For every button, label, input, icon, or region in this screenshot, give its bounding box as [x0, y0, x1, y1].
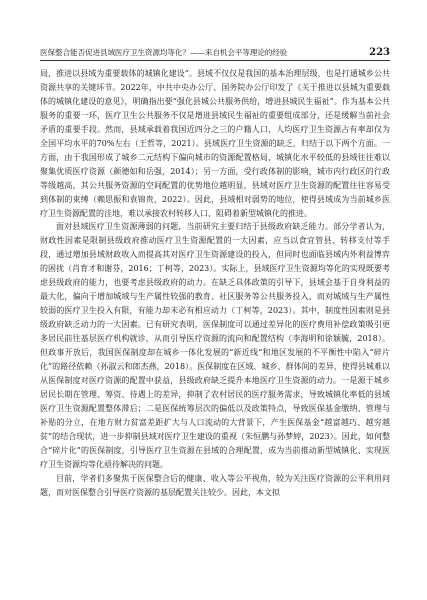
- header-rule: [40, 60, 390, 61]
- running-header: [40, 44, 390, 58]
- paragraph: 局，推进以县域为重要载体的城镇化建设”。县域不仅仅是我国的基本治理层级，也是打通城乡公共资源共享的关键环节。2022年，中共中央办公厅、国务院办公厅印发了《关于推进以县城为重要载体的城镇化建设的意见》，明确指出要“强化县城公共服务供给，增进县城民生福祉”。作为基本公共服务的重要一环，医疗卫生公共服务不仅是增进县域民生福祉的重要组成部分，还是缓解当前社会矛盾的重要手段。然而，县域承载着我国近四分之三的户籍人口，人均医疗卫生资源占有率却仅为全国平均水平的70%左右（王哲等，2021）。县域医疗卫生资源的缺乏，归结于以下两个方面。一方面，由于我国形成了城乡二元结构下偏向城市的资源配置格局，城镇化水平较低的县域往往难以聚集优质医疗资源（颜德如和岳强，2014）；另一方面，受行政体制的影响，城市内行政区的行政等级越高，其公共服务资源的空间配置的优势地位越明显，县域对医疗卫生资源的配置往往容易受到体制的束缚（赖思振和袁锦贵，2022）。因此，县域相对弱势的地位，使得县域成为当前城乡医疗卫生资源配置的洼地，难以承接农村转移人口，阻碍着新型城镇化的推进。: [40, 69, 390, 218]
- paragraph: 目前，学者们多聚焦于医保整合后的健康、收入等公平视角，较为关注医疗资源的公平利用问题，而对医保整合引导医疗资源的基层配置关注较少。因此，本文拟: [40, 473, 390, 497]
- paragraph: 面对县域医疗卫生资源薄弱的问题，当前研究主要归结于县级政府缺乏能力。部分学者认为，财政性因素是限制县级政府推动医疗卫生资源配置的一大因素，应当以食宜管县、转移支付等手段，通过增加县域财政收入而提高其对医疗卫生资源建设的投入，但同时也面临县域内外利益博弈的困扰（肖育才和谢芬，2016；丁柯等，2023）。实际上，县域医疗卫生资源均等化的实现既要考虑县级政府的能力，也要考虑县级政府的动力。在缺乏具体政策的引导下，县域会基于自身利益的最大化，偏向于增加城域与生产属性较强的教育、社区服务等公共服务投入，而对城域与生产属性较弱的医疗卫生投入有限，有能力却未必有相应动力（丁柯等，2023）。其中，制度性因素则是县级政府缺乏动力的一大因素。已有研究表明，医保制度可以通过差异化的医疗费用补偿政策吸引更多居民前往基层医疗机构就诊，从而引导医疗资源的流向和配置结构（李海明和徐颖毓，2018）。但政事开放后，我国医保制度却在城乡一体化发展的“新近线”和地区发展的不平衡性中陷入“碎片化”的路径依赖（孙淑云和郎杰燕，2018）。医保制度在区域、城乡、群体间的差异，使得县城难以从医保制度对医疗资源的配置中获益，县级政府缺乏提升本地医疗卫生资源的动力。一是源于城乡居民长期在管理、筹资、待遇上的差异，抑制了农村居民的医疗服务需求，导致城镇化率低的县域医疗卫生资源配置整体滞后；二是医保统筹层次的偏低以及政策特点，导致医保基金缴纳、管理与补贴的分立，在地方财力贫富差距扩大与人口流动的大背景下，产生医保基金“越富越巧、越穷越贫”的结合现状，进一步抑制县域对医疗卫生建设的重视（朱恒鹏与孙梦婷，2023）。因此，如何整合“碎片化”的医保制度，引导医疗卫生资源在县域的合理配置，成为当前推动新型城镇化、实现医疗卫生资源均等化亟待解决的问题。: [40, 222, 390, 469]
- running-title: 医保整合能否促进县域医疗卫生资源均等化？——来自机会平等理论的经验: [40, 48, 288, 57]
- page-number: 223: [369, 47, 390, 58]
- body-text: [40, 67, 390, 500]
